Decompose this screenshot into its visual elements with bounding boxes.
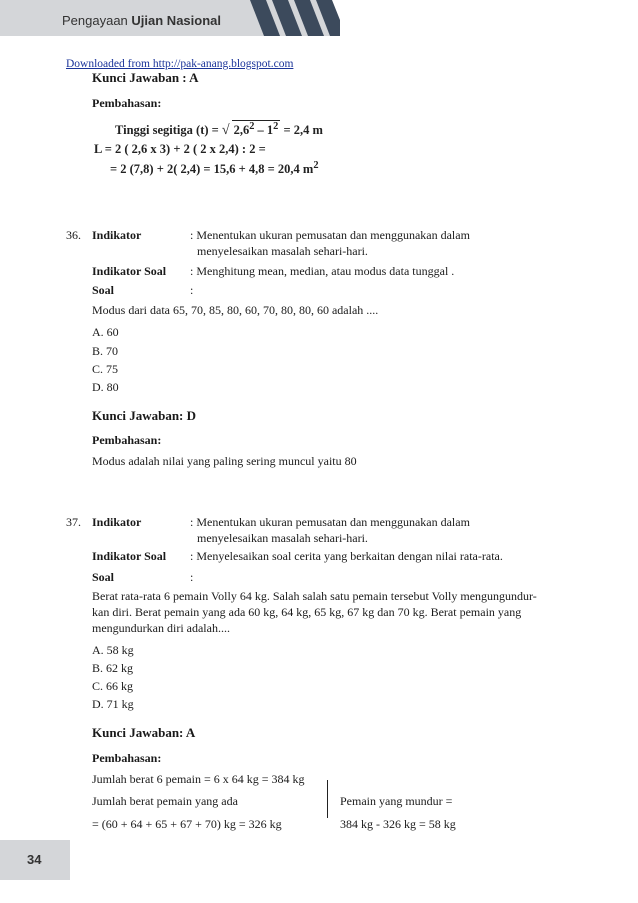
formula-luas-line1: L = 2 ( 2,6 x 3) + 2 ( 2 x 2,4) : 2 = xyxy=(94,142,266,156)
q37-pembahasan-label: Pembahasan: xyxy=(92,751,162,765)
q37-indikator-soal-label: Indikator Soal xyxy=(92,549,167,563)
q37-soal-colon: : xyxy=(190,570,194,584)
formula-luas-exp: 2 xyxy=(313,160,319,171)
formula-tinggi-segitiga xyxy=(115,120,323,139)
q36-option-d: D. 80 xyxy=(92,380,119,394)
q37-pembahasan-line-2-right: Pemain yang mundur = xyxy=(340,794,453,808)
radicand-exp-2: 2 xyxy=(273,121,279,132)
formula-lhs: Tinggi segitiga (t) = xyxy=(115,123,222,138)
q37-option-c: C. 66 kg xyxy=(92,679,134,693)
q36-indikator-soal-text: : Menghitung mean, median, atau modus data tunggal . xyxy=(190,264,455,278)
q37-question-line-2: kan diri. Berat pemain yang ada 60 kg, 64 kg, 65 kg, 67 kg dan 70 kg. Berat pemain yang xyxy=(92,605,522,619)
q37-pembahasan-line-3-left: = (60 + 64 + 65 + 67 + 70) kg = 326 kg xyxy=(92,817,282,831)
header-title-bold: Ujian Nasional xyxy=(131,13,221,28)
q37-pembahasan-line-2-left: Jumlah berat pemain yang ada xyxy=(92,794,238,808)
q36-number: 36. xyxy=(66,228,81,242)
q37-pembahasan-line-3-right: 384 kg - 326 kg = 58 kg xyxy=(340,817,456,831)
q36-pembahasan-text: Modus adalah nilai yang paling sering muncul yaitu 80 xyxy=(92,454,357,468)
q37-option-b: B. 62 kg xyxy=(92,661,134,675)
q36-indikator-soal-label: Indikator Soal xyxy=(92,264,167,278)
q36-question: Modus dari data 65, 70, 85, 80, 60, 70, 80, 80, 60 adalah .... xyxy=(92,303,379,317)
header-prefix: Pengayaan xyxy=(62,13,128,28)
sqrt-icon: √ xyxy=(221,123,230,139)
q37-option-a: A. 58 kg xyxy=(92,643,134,657)
q36-indikator-text-2: menyelesaikan masalah sehari-hari. xyxy=(197,244,368,258)
q36-option-a: A. 60 xyxy=(92,325,119,339)
radicand-exp-1: 2 xyxy=(249,121,255,132)
q36-indikator-label: Indikator xyxy=(92,228,142,242)
page-number: 34 xyxy=(27,852,42,867)
column-divider xyxy=(327,780,328,818)
q37-option-d: D. 71 kg xyxy=(92,697,134,711)
q37-number: 37. xyxy=(66,515,81,529)
q37-pembahasan-line-1: Jumlah berat 6 pemain = 6 x 64 kg = 384 kg xyxy=(92,772,305,786)
prev-pembahasan-label: Pembahasan: xyxy=(92,96,162,110)
formula-luas-line2 xyxy=(110,160,319,177)
q37-soal-label: Soal xyxy=(92,570,115,584)
header-stripes-decoration xyxy=(240,0,340,36)
q36-option-c: C. 75 xyxy=(92,362,119,376)
q36-soal-label: Soal xyxy=(92,283,115,297)
q36-indikator-text-1: : Menentukan ukuran pemusatan dan menggunakan dalam xyxy=(190,228,470,242)
q37-indikator-soal-text: : Menyelesaikan soal cerita yang berkaitan dengan nilai rata-rata. xyxy=(190,549,503,563)
q36-option-b: B. 70 xyxy=(92,344,119,358)
formula-luas-line2-text: = 2 (7,8) + 2( 2,4) = 15,6 + 4,8 = 20,4 m xyxy=(110,162,314,177)
q36-kunci-jawaban: Kunci Jawaban: D xyxy=(92,408,197,423)
q37-indikator-label: Indikator xyxy=(92,515,142,529)
q37-question-line-3: mengundurkan diri adalah.... xyxy=(92,621,230,635)
q36-pembahasan-label: Pembahasan: xyxy=(92,433,162,447)
radicand-mid: – 1 xyxy=(254,123,274,138)
formula-radicand xyxy=(232,120,281,138)
q36-soal-colon: : xyxy=(190,283,194,297)
formula-rhs: = 2,4 m xyxy=(280,123,323,138)
header-title xyxy=(62,13,221,28)
source-link[interactable]: Downloaded from http://pak-anang.blogspot.com xyxy=(66,58,294,70)
q37-question-line-1: Berat rata-rata 6 pemain Volly 64 kg. Salah salah satu pemain tersebut Volly mengungundur- xyxy=(92,589,537,603)
q37-indikator-text-1: : Menentukan ukuran pemusatan dan menggunakan dalam xyxy=(190,515,470,529)
q37-indikator-text-2: menyelesaikan masalah sehari-hari. xyxy=(197,531,368,545)
q37-kunci-jawaban: Kunci Jawaban: A xyxy=(92,725,196,740)
radicand-base: 2,6 xyxy=(233,123,250,138)
prev-kunci-jawaban: Kunci Jawaban : A xyxy=(92,70,199,85)
